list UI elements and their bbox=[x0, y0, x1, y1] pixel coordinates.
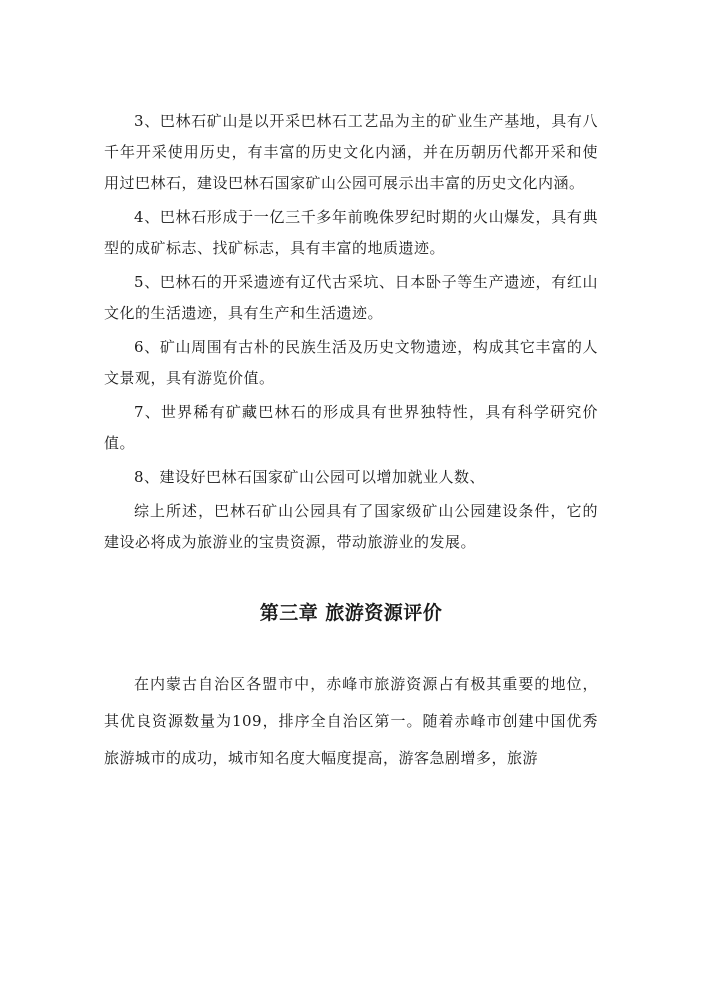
paragraph-item-6: 6、矿山周围有古朴的民族生活及历史文物遗迹，构成其它丰富的人文景观，具有游览价值。 bbox=[104, 338, 598, 387]
chapter-intro-paragraph: 在内蒙古自治区各盟市中，赤峰市旅游资源占有极其重要的地位，其优良资源数量为109，排序全自治区第一。随着赤峰市创建中国优秀旅游城市的成功，城市知名度大幅度提高，游客急剧增多，旅游 bbox=[104, 675, 598, 767]
paragraph-item-7: 7、世界稀有矿藏巴林石的形成具有世界独特性，具有科学研究价值。 bbox=[104, 403, 598, 452]
summary-paragraph: 综上所述，巴林石矿山公园具有了国家级矿山公园建设条件，它的建设必将成为旅游业的宝贵资源，带动旅游业的发展。 bbox=[104, 502, 598, 551]
chapter-title: 第三章 旅游资源评价 bbox=[259, 602, 443, 624]
document-body bbox=[104, 106, 598, 777]
paragraph-item-5: 5、巴林石的开采遗迹有辽代古采坑、日本卧子等生产遗迹，有红山文化的生活遗迹，具有生产和生活遗迹。 bbox=[104, 273, 598, 322]
paragraph-item-4: 4、巴林石形成于一亿三千多年前晚侏罗纪时期的火山爆发，具有典型的成矿标志、找矿标志，具有丰富的地质遗迹。 bbox=[104, 208, 598, 257]
paragraph-item-8: 8、建设好巴林石国家矿山公园可以增加就业人数、 bbox=[134, 468, 486, 486]
paragraph-item-3: 3、巴林石矿山是以开采巴林石工艺品为主的矿业生产基地，具有八千年开采使用历史，有丰富的历史文化内涵，并在历朝历代都开采和使用过巴林石，建设巴林石国家矿山公园可展示出丰富的历史文化内涵。 bbox=[104, 112, 598, 192]
